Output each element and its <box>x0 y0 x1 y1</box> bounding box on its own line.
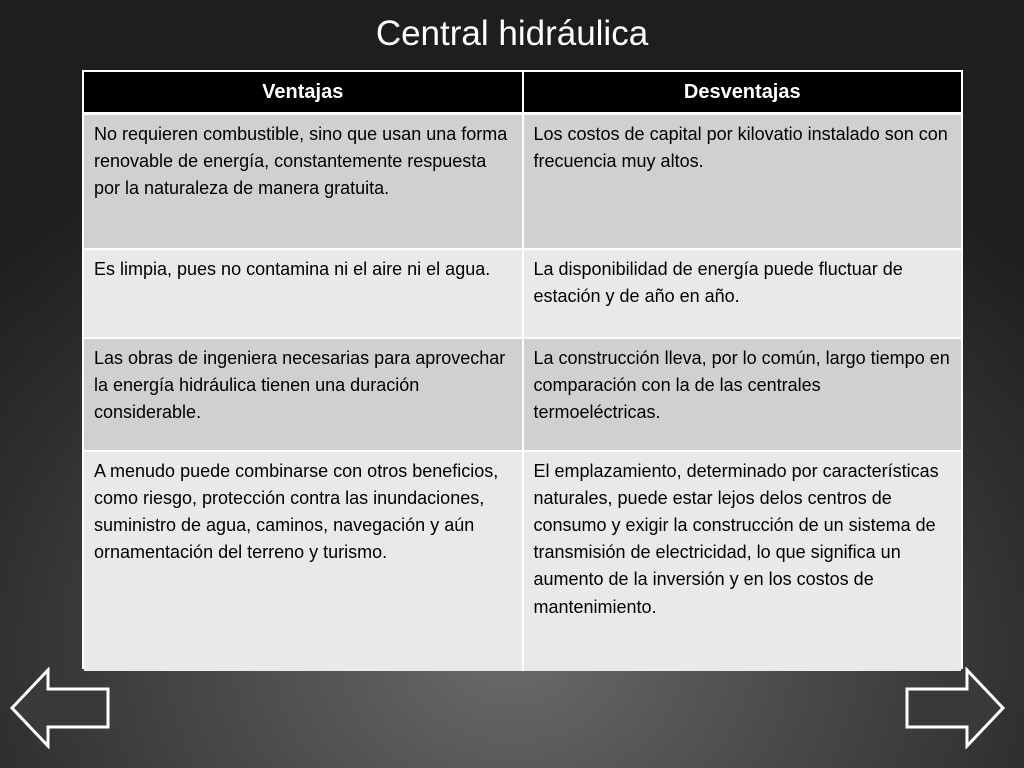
slide-title: Central hidráulica <box>375 14 649 53</box>
desventaja-cell: La construcción lleva, por lo común, largo tiempo en comparación con la de las centrales termoeléctricas. <box>523 338 962 451</box>
comparison-table <box>82 70 963 669</box>
desventaja-cell: El emplazamiento, determinado por características naturales, puede estar lejos delos centros de consumo y exigir la construcción de un sistema de transmisión de electricidad, lo que significa un aumento de la inversión y en los costos de mantenimiento. <box>523 451 962 671</box>
table-row <box>84 114 961 249</box>
table-row <box>84 451 961 671</box>
previous-slide-button[interactable] <box>10 667 110 749</box>
ventaja-cell: Las obras de ingeniera necesarias para aprovechar la energía hidráulica tienen una duración considerable. <box>84 338 523 451</box>
table-header-row <box>84 72 961 114</box>
next-slide-button[interactable] <box>905 667 1005 749</box>
header-ventajas: Ventajas <box>84 72 523 114</box>
ventaja-cell: A menudo puede combinarse con otros beneficios, como riesgo, protección contra las inundaciones, suministro de agua, caminos, navegación y aún ornamentación del terreno y turismo. <box>84 451 523 671</box>
left-arrow-icon <box>10 667 110 749</box>
desventaja-cell: La disponibilidad de energía puede fluctuar de estación y de año en año. <box>523 249 962 338</box>
right-arrow-icon <box>905 667 1005 749</box>
ventaja-cell: No requieren combustible, sino que usan una forma renovable de energía, constantemente respuesta por la naturaleza de manera gratuita. <box>84 114 523 249</box>
table-row <box>84 249 961 338</box>
ventaja-cell: Es limpia, pues no contamina ni el aire ni el agua. <box>84 249 523 338</box>
header-desventajas: Desventajas <box>523 72 962 114</box>
desventaja-cell: Los costos de capital por kilovatio instalado son con frecuencia muy altos. <box>523 114 962 249</box>
table-row <box>84 338 961 451</box>
